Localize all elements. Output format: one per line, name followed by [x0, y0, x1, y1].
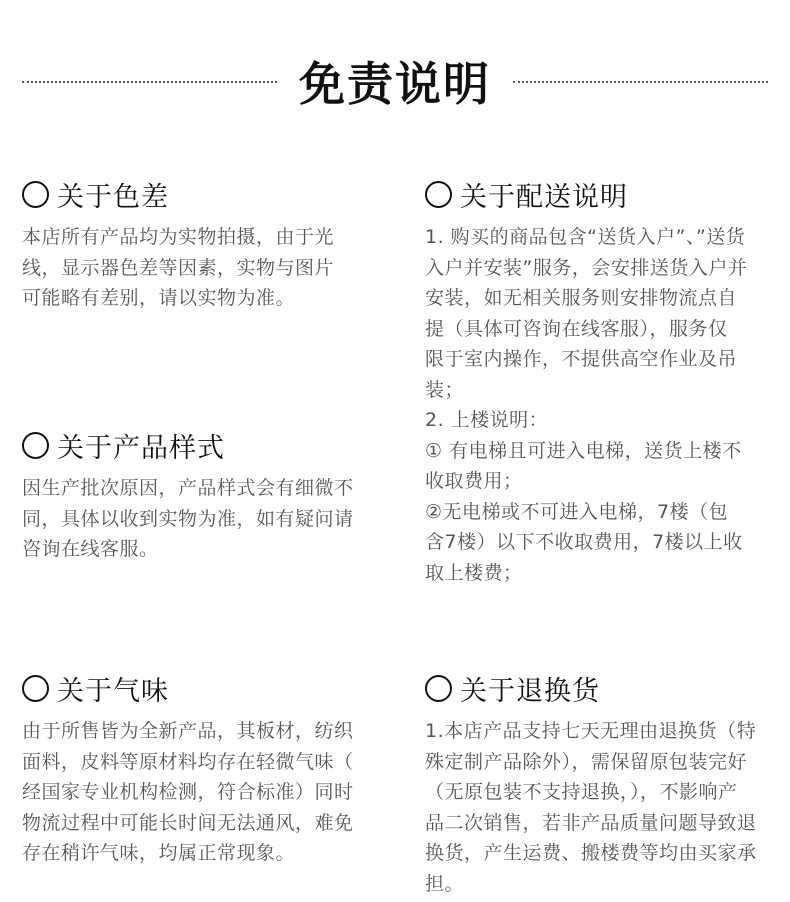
- section-heading: [22, 427, 382, 463]
- title-divider-right: [513, 81, 768, 83]
- circle-icon: [425, 675, 452, 702]
- section-body: 因生产批次原因，产品样式会有细微不 同，具体以收到实物为准，如有疑问请 咨询在线客服。: [22, 477, 354, 560]
- section-title: 关于气味: [57, 675, 169, 707]
- page-title: 免责说明: [299, 57, 491, 111]
- section-heading: [22, 670, 382, 706]
- section-heading: [22, 176, 382, 212]
- section-title: 关于退换货: [460, 675, 600, 707]
- section-delivery: [425, 176, 775, 588]
- section-body: 1. 购买的商品包含“送货入户”、”送货 入户并安装”服务，会安排送货入户并 安装，如无相关服务则安排物流点自 提（具体可咨询在线客服），服务仅 限于室内操作，不提供高空作业及吊 装； 2. 上楼说明： ① 有电梯且可进入电梯，送货上楼不 收取费用； ②无电梯或不可进入电梯，7楼（包 含7楼）以下不收取费用，7楼以上收 取上楼费；: [425, 226, 748, 584]
- section-returns: [425, 670, 775, 899]
- section-color-difference: [22, 176, 382, 314]
- section-product-style: [22, 427, 382, 565]
- section-title: 关于色差: [57, 181, 169, 213]
- section-body: 由于所售皆为全新产品，其板材，纺织 面料，皮料等原材料均存在轻微气味（ 经国家专业机构检测，符合标准）同时 物流过程中可能长时间无法通风，难免 存在稍许气味，均属正常现象。: [22, 720, 354, 864]
- section-heading: [425, 176, 775, 212]
- section-body: 本店所有产品均为实物拍摄，由于光 线，显示器色差等因素，实物与图片 可能略有差别，请以实物为准。: [22, 226, 335, 309]
- section-heading: [425, 670, 775, 706]
- section-odor: [22, 670, 382, 869]
- circle-icon: [22, 181, 49, 208]
- circle-icon: [22, 675, 49, 702]
- page-header: [0, 54, 790, 114]
- circle-icon: [425, 181, 452, 208]
- section-title: 关于配送说明: [460, 181, 628, 213]
- section-title: 关于产品样式: [57, 432, 225, 464]
- section-body: 1.本店产品支持七天无理由退换货（特 殊定制产品除外），需保留原包装完好 （无原包装不支持退换，），不影响产 品二次销售，若非产品质量问题导致退 换货，产生运费、搬楼费等均由买家承 担。: [425, 720, 757, 895]
- circle-icon: [22, 432, 49, 459]
